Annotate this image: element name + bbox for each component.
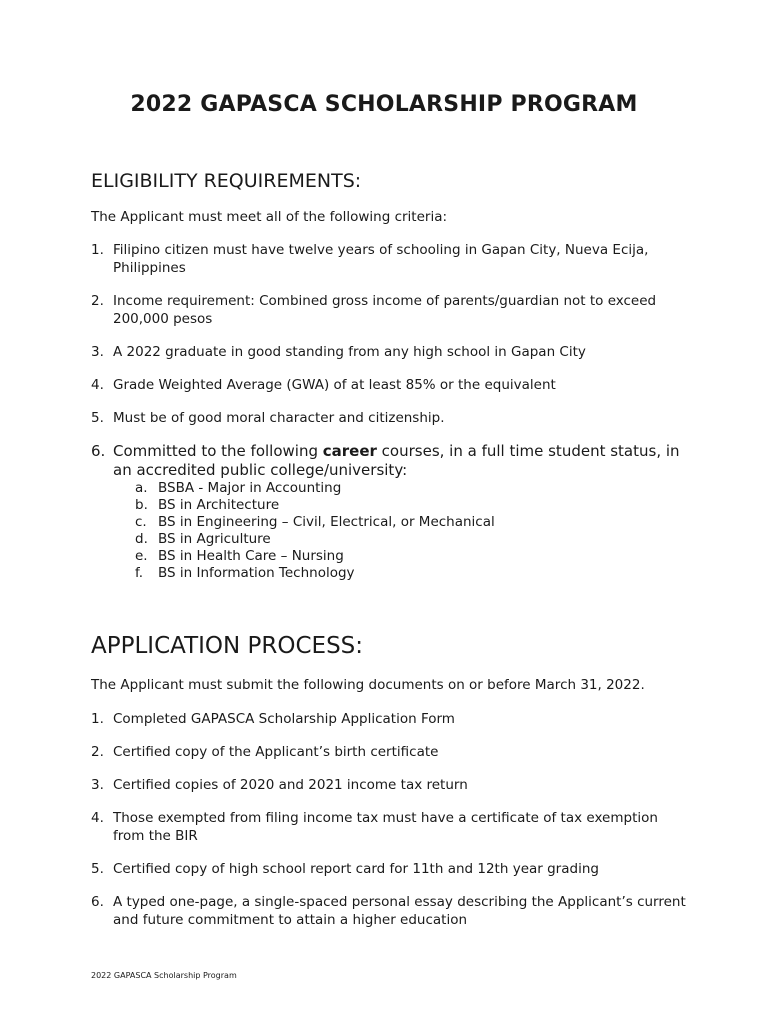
application-intro: The Applicant must submit the following documents on or before March 31, 2022. bbox=[91, 677, 645, 693]
eligibility-heading: ELIGIBILITY REQUIREMENTS: bbox=[91, 170, 362, 192]
application-list bbox=[91, 710, 691, 944]
list-item: 5. Certified copy of high school report card for 11th and 12th year grading bbox=[91, 861, 599, 877]
page-footer: 2022 GAPASCA Scholarship Program bbox=[91, 971, 237, 980]
list-item: 1. Filipino citizen must have twelve years of schooling in Gapan City, Nueva Ecija, Philippines bbox=[91, 242, 649, 276]
career-emphasis: career bbox=[322, 442, 377, 460]
list-item: 4. Those exempted from filing income tax must have a certificate of tax exemption from the BIR bbox=[91, 810, 658, 844]
list-item: 5. Must be of good moral character and citizenship. bbox=[91, 410, 445, 426]
list-item: 3. Certified copies of 2020 and 2021 income tax return bbox=[91, 777, 468, 793]
list-item: 2. Income requirement: Combined gross income of parents/guardian not to exceed 200,000 pesos bbox=[91, 293, 657, 327]
page-title: 2022 GAPASCA SCHOLARSHIP PROGRAM bbox=[130, 92, 638, 117]
list-item: 4. Grade Weighted Average (GWA) of at least 85% or the equivalent bbox=[91, 377, 556, 393]
application-heading: APPLICATION PROCESS: bbox=[91, 633, 364, 659]
course-item: d. BS in Agriculture bbox=[135, 531, 271, 547]
eligibility-list bbox=[91, 241, 691, 597]
course-item: a. BSBA - Major in Accounting bbox=[135, 480, 342, 496]
eligibility-intro: The Applicant must meet all of the following criteria: bbox=[91, 209, 448, 225]
list-item: 1. Completed GAPASCA Scholarship Application Form bbox=[91, 711, 455, 727]
list-item: 6. A typed one-page, a single-spaced personal essay describing the Applicant’s current and future commitment to attain a higher education bbox=[91, 894, 686, 928]
list-item-courses: 6. Committed to the following career courses, in a full time student status, in an accredited public college/university: a. BSBA - Major in Accounting b. BS in Architecture c. BS in Engineering – Civil, Electrical, or Mechanical d. BS in Agriculture e. BS in Health Care – Nursing f. BS in Information Technology bbox=[91, 442, 691, 582]
course-list bbox=[135, 480, 691, 582]
list-item: 2. Certified copy of the Applicant’s birth certificate bbox=[91, 744, 439, 760]
course-item: e. BS in Health Care – Nursing bbox=[135, 548, 344, 564]
course-item: c. BS in Engineering – Civil, Electrical, or Mechanical bbox=[135, 514, 495, 530]
course-item: f. BS in Information Technology bbox=[135, 565, 355, 581]
list-item: 3. A 2022 graduate in good standing from any high school in Gapan City bbox=[91, 344, 586, 360]
course-item: b. BS in Architecture bbox=[135, 497, 280, 513]
